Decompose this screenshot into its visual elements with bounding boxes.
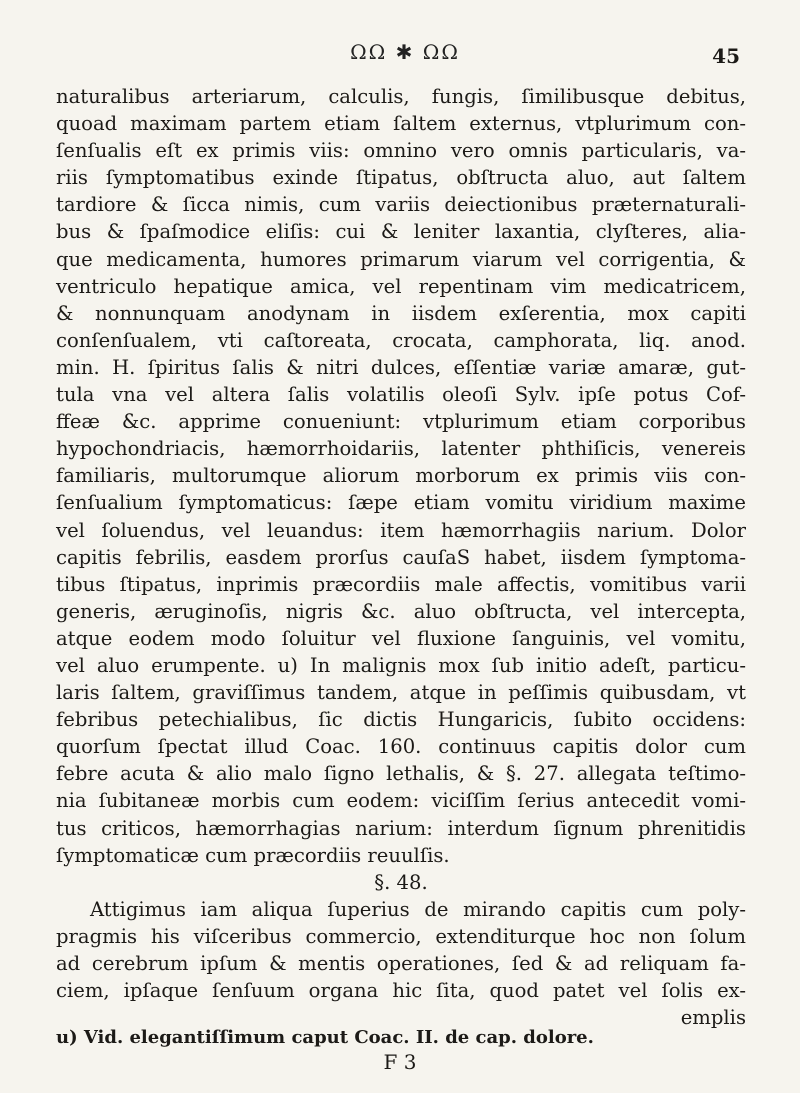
text-line: quoad maximam partem etiam ſaltem externus, vtplurimum con- bbox=[56, 112, 746, 136]
text-line: ſenſualium ſymptomaticus: ſæpe etiam vomitu viridium maxime bbox=[56, 491, 746, 515]
text-line: vel aluo erumpente. u) In malignis mox ſub initio adeſt, particu- bbox=[56, 653, 746, 677]
text-line: conſenſualem, vti caſtoreata, crocata, camphorata, liq. anod. bbox=[56, 328, 746, 352]
text-line: capitis febrilis, easdem prorſus cauſaS habet, iisdem ſymptoma- bbox=[56, 545, 746, 569]
body-text bbox=[56, 83, 746, 1031]
text-line: & nonnunquam anodynam in iisdem exſerentia, mox capiti bbox=[56, 301, 746, 325]
text-line: tibus ſtipatus, inprimis præcordiis male affectis, vomitibus varii bbox=[56, 572, 746, 596]
text-line: atque eodem modo ſoluitur vel fluxione ſanguinis, vel vomitu, bbox=[56, 626, 746, 650]
text-line: riis ſymptomatibus exinde ſtipatus, obſtructa aluo, aut ſaltem bbox=[56, 166, 746, 190]
section-heading: §. 48. bbox=[374, 870, 428, 894]
header-ornament: ΩΩ ✱ ΩΩ bbox=[350, 40, 460, 64]
text-line: naturalibus arteriarum, calculis, fungis, ſimilibusque debitus, bbox=[56, 85, 746, 108]
text-line: ciem, ipſaque ſenſuum organa hic ſita, quod patet vel ſolis ex- bbox=[56, 979, 746, 1003]
text-line: ſymptomaticæ cum præcordiis reuulſis. bbox=[56, 843, 450, 867]
text-line: hypochondriacis, hæmorrhoidariis, latenter phthiſicis, venereis bbox=[56, 437, 746, 461]
text-line: tardiore & ſicca nimis, cum variis deiectionibus præternaturali- bbox=[56, 193, 746, 217]
text-line: pragmis his viſceribus commercio, extenditurque hoc non ſolum bbox=[56, 924, 746, 948]
text-line: min. H. ſpiritus ſalis & nitri dulces, eſſentiæ variæ amaræ, gut- bbox=[56, 355, 746, 379]
text-line: quorſum ſpectat illud Coac. 160. continuus capitis dolor cum bbox=[56, 735, 746, 759]
text-line: generis, æruginoſis, nigris &c. aluo obſtructa, vel intercepta, bbox=[56, 599, 746, 623]
page-header bbox=[0, 40, 800, 70]
text-line: ventriculo hepatique amica, vel repentinam vim medicatricem, bbox=[56, 274, 746, 298]
text-line: laris ſaltem, graviſſimus tandem, atque in peſſimis quibusdam, vt bbox=[56, 681, 746, 705]
page-number: 45 bbox=[712, 44, 740, 68]
text-line: familiaris, multorumque aliorum morborum ex primis viis con- bbox=[56, 464, 746, 488]
catchword: emplis bbox=[680, 1006, 746, 1030]
text-line: ad cerebrum ipſum & mentis operationes, ſed & ad reliquam fa- bbox=[56, 952, 746, 975]
text-line: bus & ſpaſmodice eliſis: cui & leniter laxantia, clyſteres, alia- bbox=[56, 220, 746, 244]
text-line: ſenſualis eſt ex primis viis: omnino vero omnis particularis, va- bbox=[56, 139, 746, 163]
text-line: ffeæ &c. apprime conueniunt: vtplurimum etiam corporibus bbox=[56, 410, 746, 434]
text-line: febre acuta & alio malo ſigno lethalis, & §. 27. allegata teſtimo- bbox=[56, 762, 746, 786]
text-line: que medicamenta, humores primarum viarum vel corrigentia, & bbox=[56, 247, 746, 271]
text-line: Attigimus iam aliqua ſuperius de mirando capitis cum poly- bbox=[90, 897, 746, 921]
footnote: u) Vid. elegantiſſimum caput Coac. II. de cap. dolore. bbox=[56, 1027, 594, 1048]
text-line: vel ſoluendus, vel leuandus: item hæmorrhagiis narium. Dolor bbox=[56, 518, 746, 542]
text-line: tus criticos, hæmorrhagias narium: interdum ſignum phrenitidis bbox=[56, 816, 746, 840]
text-line: nia ſubitaneæ morbis cum eodem: viciſſim ſerius antecedit vomi- bbox=[56, 789, 746, 813]
signature-mark: F 3 bbox=[383, 1050, 417, 1074]
text-line: tula vna vel altera ſalis volatilis oleoſi Sylv. ipſe potus Cof- bbox=[56, 383, 746, 407]
text-line: febribus petechialibus, ſic dictis Hungaricis, ſubito occidens: bbox=[56, 708, 746, 732]
